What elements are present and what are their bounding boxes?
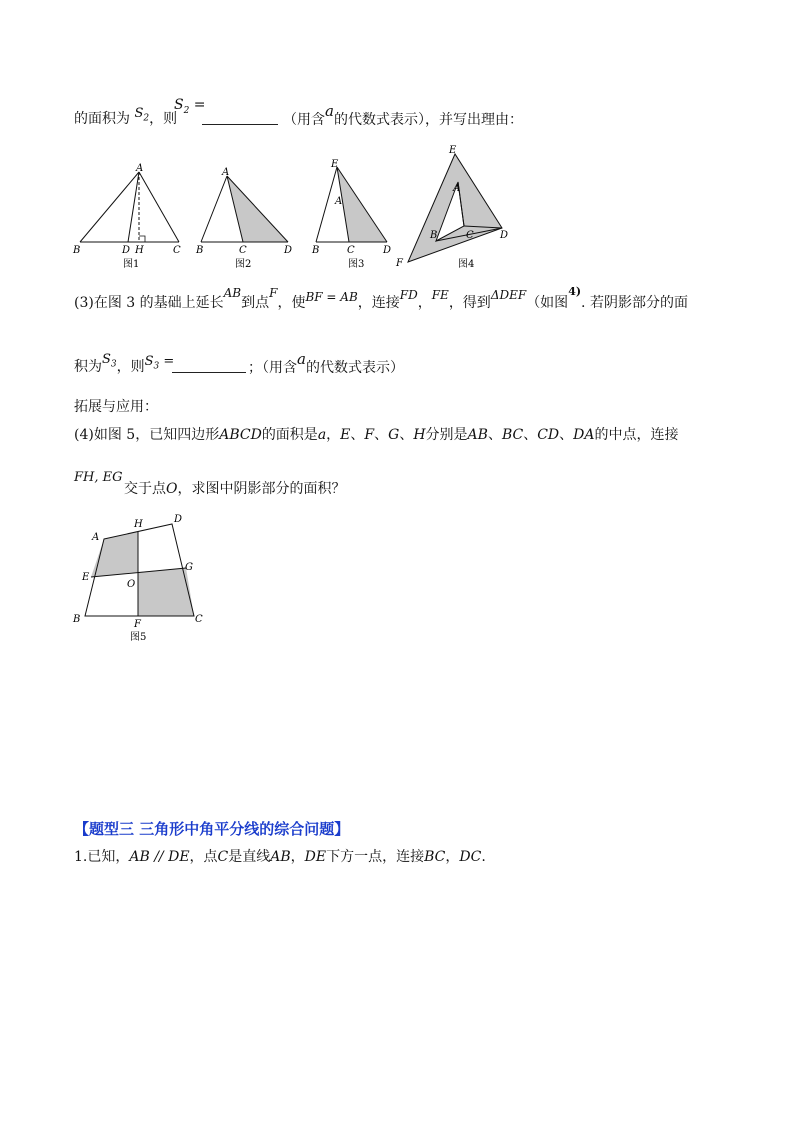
q3-text-5: ，得到 <box>448 295 491 311</box>
q4-cd: CD <box>537 427 560 443</box>
figure-5 <box>64 508 224 648</box>
fig4-label-b: B <box>430 230 438 241</box>
q3-fd: FD <box>399 288 418 302</box>
fig5-label-d: D <box>174 514 183 525</box>
q4-fh-eg: FH, EG <box>74 470 123 485</box>
fig2-caption: 图2 <box>235 259 252 270</box>
q3-triangle-def: ΔDEF <box>490 288 527 302</box>
q3-line1 <box>74 285 688 313</box>
line1-text <box>74 106 178 134</box>
q4-text-3: ， <box>326 427 341 443</box>
q1-text-4: ， <box>290 849 305 865</box>
q4-h: H <box>413 427 426 443</box>
q3-fig-num: 4) <box>568 285 582 298</box>
fig3-caption: 图3 <box>348 259 365 270</box>
q3-bf-eq-ab: BF = AB <box>305 290 358 304</box>
fig3-label-d: D <box>383 245 392 256</box>
text-using: （用含 <box>283 112 325 128</box>
s2-subscript: 2 <box>183 105 190 116</box>
var-s3-a: $S_3$ <box>102 352 117 370</box>
q4-text-1: (4)如图 5，已知四边形 <box>74 427 220 443</box>
fig4-label-e: E <box>449 145 457 156</box>
fig5-label-b: B <box>73 614 81 625</box>
q4-text-5: 的中点，连接 <box>594 427 679 443</box>
line1-tail <box>283 102 523 129</box>
q1-ab: AB <box>270 849 291 865</box>
fig1-label-d: D <box>122 245 131 256</box>
fig2-label-a: A <box>222 167 230 178</box>
fig1-label-h: H <box>135 245 144 256</box>
q4-a: a <box>317 427 327 443</box>
q1-text-5: 下方一点，连接 <box>326 849 425 865</box>
q1-text-1: 1.已知， <box>74 849 130 865</box>
text-express: 的代数式表示），并写出理由： <box>333 112 523 128</box>
figure-4 <box>395 145 508 270</box>
q4-ab: AB <box>467 427 488 443</box>
q1-line <box>74 848 486 866</box>
equals: = <box>193 97 206 113</box>
q1-ab-parallel-de: AB // DE <box>129 849 190 865</box>
fig4-label-d: D <box>500 230 509 241</box>
q4-bc: BC <box>501 427 524 443</box>
sep-4: 、 <box>487 427 502 443</box>
q1-c: C <box>217 849 229 865</box>
var-s2-a: $S_2$ <box>134 106 150 124</box>
var-s3-b: $S_3$ = <box>144 354 175 372</box>
fig4-caption: 图4 <box>458 259 475 270</box>
q3-fe: FE <box>431 288 449 302</box>
q1-text-2: ，点 <box>189 849 218 865</box>
q4-da: DA <box>573 427 595 443</box>
figure-3 <box>311 159 391 270</box>
q4-text-6: 交于点 <box>124 481 166 497</box>
fig5-label-o: O <box>127 579 136 590</box>
q1-de: DE <box>304 849 327 865</box>
fig1-label-b: B <box>73 245 81 256</box>
fig3-label-b: B <box>312 245 320 256</box>
fig5-caption: 图5 <box>130 632 147 643</box>
fig4-label-c: C <box>466 230 474 241</box>
q3-f: F <box>269 286 278 300</box>
fig3-label-e: E <box>331 159 339 170</box>
fig5-label-c: C <box>195 614 203 625</box>
fig5-label-a: A <box>92 532 100 543</box>
fig1-label-a: A <box>136 163 144 174</box>
q4-f: F <box>364 427 375 443</box>
sep-3: 、 <box>399 427 414 443</box>
figure-1 <box>72 163 181 270</box>
fig3-label-a: A <box>335 196 343 207</box>
q4-line2 <box>74 470 123 497</box>
q3-line2-tail <box>248 350 404 377</box>
s2-eq <box>174 96 206 120</box>
q1-bc: BC <box>424 849 446 865</box>
text-area-of: 的面积为 <box>74 111 130 127</box>
q4-line2-tail <box>124 480 345 498</box>
text-then: ，则 <box>149 111 178 127</box>
sep-1: 、 <box>350 427 365 443</box>
figures-row <box>60 140 520 275</box>
q3-text-4: ，连接 <box>357 295 400 311</box>
fig1-label-c: C <box>173 245 181 256</box>
q3-text-10: ；（用含 <box>248 360 297 376</box>
q4-line1 <box>74 426 678 444</box>
fig5-label-h: H <box>134 519 143 530</box>
fig2-label-b: B <box>196 245 204 256</box>
q3-text-6: （如图 <box>526 295 569 311</box>
fig5-label-f: F <box>134 619 141 630</box>
q4-text-2: 的面积是 <box>261 427 318 443</box>
q4-e: E <box>340 427 351 443</box>
q3-text-7: . 若阴影部分的面 <box>581 295 688 311</box>
section-heading: 【题型三 三角形中角平分线的综合问题】 <box>74 820 350 838</box>
q3-line2 <box>74 352 175 382</box>
q3-text-9: ，则 <box>116 359 145 375</box>
q3-text-8: 积为 <box>74 359 102 375</box>
q3-text-1: (3)在图 3 的基础上延长 <box>74 295 224 311</box>
q4-text-7: ，求图中阴影部分的面积？ <box>177 481 346 497</box>
var-a: a <box>325 102 334 120</box>
q1-text-3: 是直线 <box>228 849 271 865</box>
fig2-label-c: C <box>239 245 247 256</box>
q1-text-6: ， <box>445 849 460 865</box>
extension-title: 拓展与应用： <box>74 399 158 415</box>
q4-text-4: 分别是 <box>425 427 468 443</box>
answer-blank-s2[interactable] <box>202 124 278 125</box>
q3-comma: ， <box>417 295 432 311</box>
q4-g: G <box>388 427 400 443</box>
sep-5: 、 <box>523 427 538 443</box>
var-s2-b: S <box>174 97 184 113</box>
fig2-label-d: D <box>284 245 293 256</box>
q3-text-3: ，使 <box>277 295 306 311</box>
fig4-label-a: A <box>453 183 461 194</box>
fig3-label-c: C <box>347 245 355 256</box>
sep-6: 、 <box>559 427 574 443</box>
fig5-label-g: G <box>185 562 193 573</box>
fig5-label-e: E <box>82 572 90 583</box>
q3-text-2: 到点 <box>241 295 270 311</box>
q4-abcd: ABCD <box>219 427 262 443</box>
q1-text-7: . <box>481 849 486 865</box>
q3-ab: AB <box>223 286 242 300</box>
fig1-caption: 图1 <box>123 259 140 270</box>
answer-blank-s3[interactable] <box>172 372 246 373</box>
fig4-label-f: F <box>396 258 403 269</box>
q1-dc: DC <box>459 849 482 865</box>
q3-var-a: a <box>297 350 306 368</box>
q3-text-11: 的代数式表示） <box>305 360 404 376</box>
figure-2 <box>195 167 292 270</box>
sep-2: 、 <box>374 427 389 443</box>
q4-o: O <box>166 481 178 497</box>
